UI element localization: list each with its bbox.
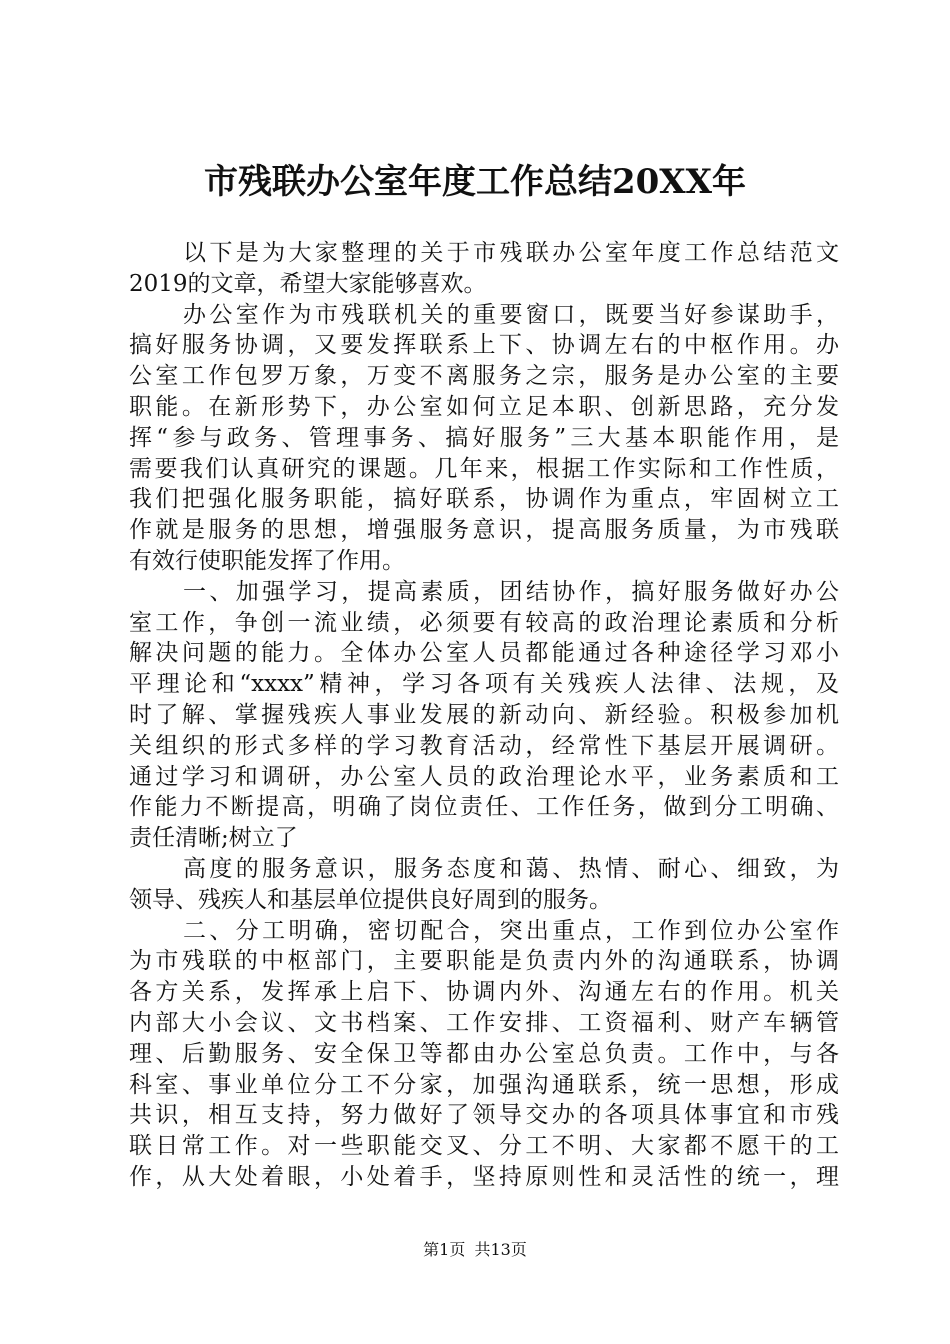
paragraph — [129, 300, 839, 577]
page-total: 共13页 — [474, 1240, 527, 1259]
paragraph-line: 我们把强化服务职能，搞好联系，协调作为重点，牢固树立工 — [129, 486, 839, 513]
paragraph-line: 二、分工明确，密切配合，突出重点，工作到位办公室作 — [183, 917, 839, 944]
paragraph-line: 关组织的形式多样的学习教育活动，经常性下基层开展调研。 — [129, 732, 839, 759]
paragraph-line: 联日常工作。对一些职能交叉、分工不明、大家都不愿干的工 — [129, 1133, 839, 1160]
paragraph-line: 有效行使职能发挥了作用。 — [129, 547, 405, 574]
paragraph-line: 责任清晰;树立了 — [129, 825, 298, 852]
paragraph-line: 通过学习和调研，办公室人员的政治理论水平，业务素质和工 — [129, 763, 839, 790]
paragraph-line: 搞好服务协调，又要发挥联系上下、协调左右的中枢作用。办 — [129, 332, 839, 359]
paragraph — [129, 238, 839, 300]
paragraph-line: 公室工作包罗万象，万变不离服务之宗，服务是办公室的主要 — [129, 363, 839, 390]
paragraph-line: 一、加强学习，提高素质，团结协作，搞好服务做好办公 — [183, 578, 839, 605]
paragraph — [129, 577, 839, 854]
paragraph-line: 2019的文章，希望大家能够喜欢。 — [129, 270, 487, 297]
page-footer — [0, 1240, 950, 1260]
paragraph — [129, 916, 839, 1193]
document-body — [129, 238, 839, 1193]
paragraph-line: 室工作，争创一流业绩，必须要有较高的政治理论素质和分析 — [129, 609, 839, 636]
paragraph-line: 平理论和“xxxx”精神，学习各项有关残疾人法律、法规，及 — [129, 671, 839, 698]
paragraph-line: 高度的服务意识，服务态度和蔼、热情、耐心、细致，为 — [183, 855, 839, 882]
paragraph-line: 作能力不断提高，明确了岗位责任、工作任务，做到分工明确、 — [129, 794, 839, 821]
paragraph-line: 各方关系，发挥承上启下、协调内外、沟通左右的作用。机关 — [129, 979, 839, 1006]
document-title: 市残联办公室年度工作总结20XX年 — [203, 162, 747, 202]
paragraph-line: 挥“参与政务、管理事务、搞好服务”三大基本职能作用，是 — [129, 424, 839, 451]
page-number: 第1页 — [423, 1240, 466, 1259]
paragraph-line: 办公室作为市残联机关的重要窗口，既要当好参谋助手， — [183, 301, 839, 328]
paragraph-line: 解决问题的能力。全体办公室人员都能通过各种途径学习邓小 — [129, 640, 839, 667]
paragraph-line: 科室、事业单位分工不分家，加强沟通联系，统一思想，形成 — [129, 1071, 839, 1098]
paragraph-line: 领导、残疾人和基层单位提供良好周到的服务。 — [129, 886, 612, 913]
paragraph-line: 理、后勤服务、安全保卫等都由办公室总负责。工作中，与各 — [129, 1040, 839, 1067]
paragraph-line: 共识，相互支持，努力做好了领导交办的各项具体事宜和市残 — [129, 1102, 839, 1129]
paragraph-line: 时了解、掌握残疾人事业发展的新动向、新经验。积极参加机 — [129, 701, 839, 728]
paragraph-line: 内部大小会议、文书档案、工作安排、工资福利、财产车辆管 — [129, 1009, 839, 1036]
paragraph-line: 为市残联的中枢部门，主要职能是负责内外的沟通联系，协调 — [129, 948, 839, 975]
paragraph-line: 需要我们认真研究的课题。几年来，根据工作实际和工作性质， — [129, 455, 839, 482]
paragraph — [129, 854, 839, 916]
paragraph-line: 作就是服务的思想，增强服务意识，提高服务质量，为市残联 — [129, 517, 839, 544]
paragraph-line: 职能。在新形势下，办公室如何立足本职、创新思路，充分发 — [129, 393, 839, 420]
paragraph-line: 作，从大处着眼，小处着手，坚持原则性和灵活性的统一，理 — [129, 1163, 839, 1190]
paragraph-line: 以下是为大家整理的关于市残联办公室年度工作总结范文 — [183, 240, 839, 266]
